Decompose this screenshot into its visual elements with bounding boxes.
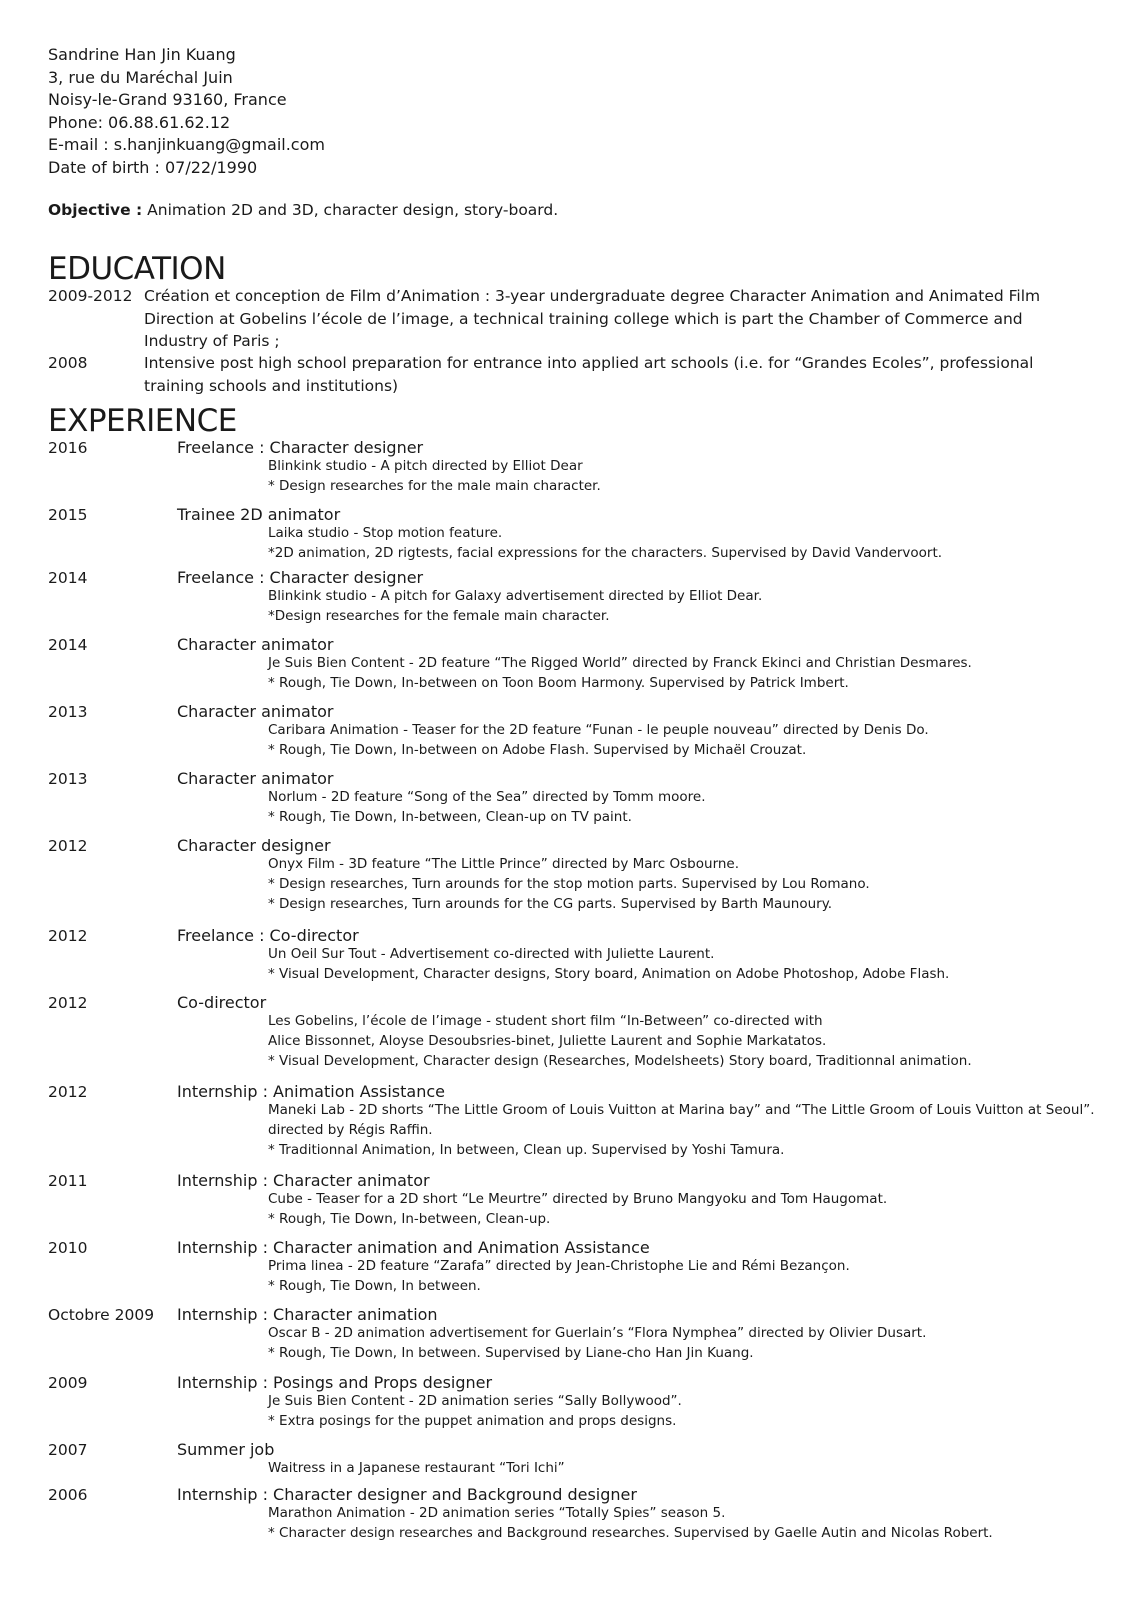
experience-year: 2016 xyxy=(48,439,88,457)
experience-details xyxy=(268,456,601,496)
experience-details xyxy=(268,787,705,827)
experience-role: Internship : Animation Assistance xyxy=(177,1082,445,1101)
education-text: Création et conception de Film d’Animation : 3-year undergraduate degree Character Animation and Animated Film Direction at Gobelins l’école de l’image, a technical training college which is part the Chamber of Commerce and Industry of Paris ; xyxy=(144,287,1041,350)
experience-detail-line: * Rough, Tie Down, In-between, Clean-up. xyxy=(268,1211,551,1227)
experience-year: 2006 xyxy=(48,1486,88,1504)
experience-heading: EXPERIENCE xyxy=(48,403,237,439)
experience-details xyxy=(268,944,949,984)
experience-detail-line: * Rough, Tie Down, In between. Supervised by Liane-cho Han Jin Kuang. xyxy=(268,1345,754,1361)
experience-detail-line: Alice Bissonnet, Aloyse Desoubsries-binet, Juliette Laurent and Sophie Markatatos. xyxy=(268,1033,827,1049)
experience-detail-line: Caribara Animation - Teaser for the 2D feature “Funan - le peuple nouveau” directed by Denis Do. xyxy=(268,722,929,738)
experience-details xyxy=(268,1011,972,1071)
experience-role: Summer job xyxy=(177,1440,275,1459)
education-heading: EDUCATION xyxy=(48,251,226,287)
contact-date-of-birth: Date of birth : 07/22/1990 xyxy=(48,157,258,177)
objective-text: Animation 2D and 3D, character design, story-board. xyxy=(142,201,559,219)
experience-year: 2012 xyxy=(48,1083,88,1101)
experience-detail-line: Laika studio - Stop motion feature. xyxy=(268,525,503,541)
experience-detail-line: directed by Régis Raffin. xyxy=(268,1122,433,1138)
experience-detail-line: Onyx Film - 3D feature “The Little Prince” directed by Marc Osbourne. xyxy=(268,856,740,872)
experience-details xyxy=(268,523,942,563)
experience-details xyxy=(268,1100,1095,1160)
experience-detail-line: Marathon Animation - 2D animation series “Totally Spies” season 5. xyxy=(268,1505,726,1521)
experience-year: 2012 xyxy=(48,927,88,945)
experience-detail-line: Prima linea - 2D feature “Zarafa” directed by Jean-Christophe Lie and Rémi Bezançon. xyxy=(268,1258,850,1274)
experience-detail-line: Waitress in a Japanese restaurant “Tori Ichi” xyxy=(268,1460,565,1476)
experience-details xyxy=(268,720,929,760)
experience-details xyxy=(268,1256,850,1296)
experience-year: 2009 xyxy=(48,1374,88,1392)
experience-year: 2007 xyxy=(48,1441,88,1459)
contact-address-line-1: 3, rue du Maréchal Juin xyxy=(48,67,233,87)
experience-role: Co-director xyxy=(177,993,267,1012)
experience-year: 2011 xyxy=(48,1172,88,1190)
contact-name: Sandrine Han Jin Kuang xyxy=(48,45,236,64)
objective xyxy=(48,201,558,219)
experience-detail-line: *2D animation, 2D rigtests, facial expressions for the characters. Supervised by David Vandervoort. xyxy=(268,545,943,561)
education-text: Intensive post high school preparation for entrance into applied art schools (i.e. for “Grandes Ecoles”, professional training schools and institutions) xyxy=(144,354,1034,395)
experience-role: Internship : Character animator xyxy=(177,1171,430,1190)
contact-block xyxy=(48,44,325,179)
experience-role: Character animator xyxy=(177,635,334,654)
experience-detail-line: * Traditionnal Animation, In between, Clean up. Supervised by Yoshi Tamura. xyxy=(268,1142,785,1158)
experience-details xyxy=(268,1189,887,1229)
experience-details xyxy=(268,1391,682,1431)
experience-detail-line: Les Gobelins, l’école de l’image - student short film “In-Between” co-directed with xyxy=(268,1013,823,1029)
experience-detail-line: * Design researches, Turn arounds for the stop motion parts. Supervised by Lou Romano. xyxy=(268,876,870,892)
contact-address-line-2: Noisy-le-Grand 93160, France xyxy=(48,90,287,109)
experience-detail-line: Je Suis Bien Content - 2D animation series “Sally Bollywood”. xyxy=(268,1393,682,1409)
experience-detail-line: * Rough, Tie Down, In-between on Toon Boom Harmony. Supervised by Patrick Imbert. xyxy=(268,675,849,691)
experience-detail-line: *Design researches for the female main character. xyxy=(268,608,610,624)
experience-role: Freelance : Character designer xyxy=(177,438,424,457)
experience-role: Character animator xyxy=(177,769,334,788)
experience-detail-line: Blinkink studio - A pitch for Galaxy advertisement directed by Elliot Dear. xyxy=(268,588,763,604)
experience-year: 2012 xyxy=(48,837,88,855)
experience-year: Octobre 2009 xyxy=(48,1306,155,1324)
experience-detail-line: Je Suis Bien Content - 2D feature “The Rigged World” directed by Franck Ekinci and Christian Desmares. xyxy=(268,655,972,671)
experience-role: Freelance : Character designer xyxy=(177,568,424,587)
experience-detail-line: Maneki Lab - 2D shorts “The Little Groom of Louis Vuitton at Marina bay” and “The Little Groom of Louis Vuitton at Seoul”. xyxy=(268,1102,1095,1118)
experience-detail-line: * Rough, Tie Down, In between. xyxy=(268,1278,481,1294)
experience-role: Character animator xyxy=(177,702,334,721)
experience-year: 2014 xyxy=(48,569,88,587)
experience-details xyxy=(268,586,762,626)
experience-detail-line: * Rough, Tie Down, In-between, Clean-up on TV paint. xyxy=(268,809,632,825)
experience-year: 2013 xyxy=(48,703,88,721)
experience-detail-line: * Design researches for the male main character. xyxy=(268,478,601,494)
experience-role: Internship : Character animation xyxy=(177,1305,438,1324)
experience-details xyxy=(268,1458,565,1478)
experience-detail-line: Un Oeil Sur Tout - Advertisement co-directed with Juliette Laurent. xyxy=(268,946,715,962)
experience-details xyxy=(268,1503,993,1543)
experience-details xyxy=(268,854,870,914)
experience-year: 2012 xyxy=(48,994,88,1012)
education-year: 2008 xyxy=(48,354,88,372)
experience-details xyxy=(268,653,972,693)
experience-role: Internship : Posings and Props designer xyxy=(177,1373,493,1392)
experience-detail-line: * Visual Development, Character design (Researches, Modelsheets) Story board, Traditionnal animation. xyxy=(268,1053,972,1069)
experience-detail-line: Oscar B - 2D animation advertisement for Guerlain’s “Flora Nymphea” directed by Olivier Dusart. xyxy=(268,1325,927,1341)
experience-year: 2013 xyxy=(48,770,88,788)
experience-detail-line: Blinkink studio - A pitch directed by Elliot Dear xyxy=(268,458,583,474)
experience-role: Internship : Character animation and Animation Assistance xyxy=(177,1238,650,1257)
experience-detail-line: * Character design researches and Background researches. Supervised by Gaelle Autin and Nicolas Robert. xyxy=(268,1525,993,1541)
experience-role: Character designer xyxy=(177,836,331,855)
experience-role: Trainee 2D animator xyxy=(177,505,341,524)
experience-detail-line: Norlum - 2D feature “Song of the Sea” directed by Tomm moore. xyxy=(268,789,706,805)
experience-details xyxy=(268,1323,926,1363)
experience-year: 2015 xyxy=(48,506,88,524)
experience-detail-line: Cube - Teaser for a 2D short “Le Meurtre” directed by Bruno Mangyoku and Tom Haugomat. xyxy=(268,1191,888,1207)
experience-year: 2010 xyxy=(48,1239,88,1257)
contact-phone: Phone: 06.88.61.62.12 xyxy=(48,112,231,132)
experience-year: 2014 xyxy=(48,636,88,654)
education-year: 2009-2012 xyxy=(48,287,133,305)
experience-detail-line: * Extra posings for the puppet animation and props designs. xyxy=(268,1413,677,1429)
contact-email: E-mail : s.hanjinkuang@gmail.com xyxy=(48,135,325,154)
objective-label: Objective : xyxy=(48,201,143,219)
experience-role: Internship : Character designer and Background designer xyxy=(177,1485,637,1504)
experience-role: Freelance : Co-director xyxy=(177,926,359,945)
experience-detail-line: * Visual Development, Character designs, Story board, Animation on Adobe Photoshop, Adobe Flash. xyxy=(268,966,950,982)
experience-detail-line: * Rough, Tie Down, In-between on Adobe Flash. Supervised by Michaël Crouzat. xyxy=(268,742,807,758)
experience-detail-line: * Design researches, Turn arounds for the CG parts. Supervised by Barth Maunoury. xyxy=(268,896,833,912)
